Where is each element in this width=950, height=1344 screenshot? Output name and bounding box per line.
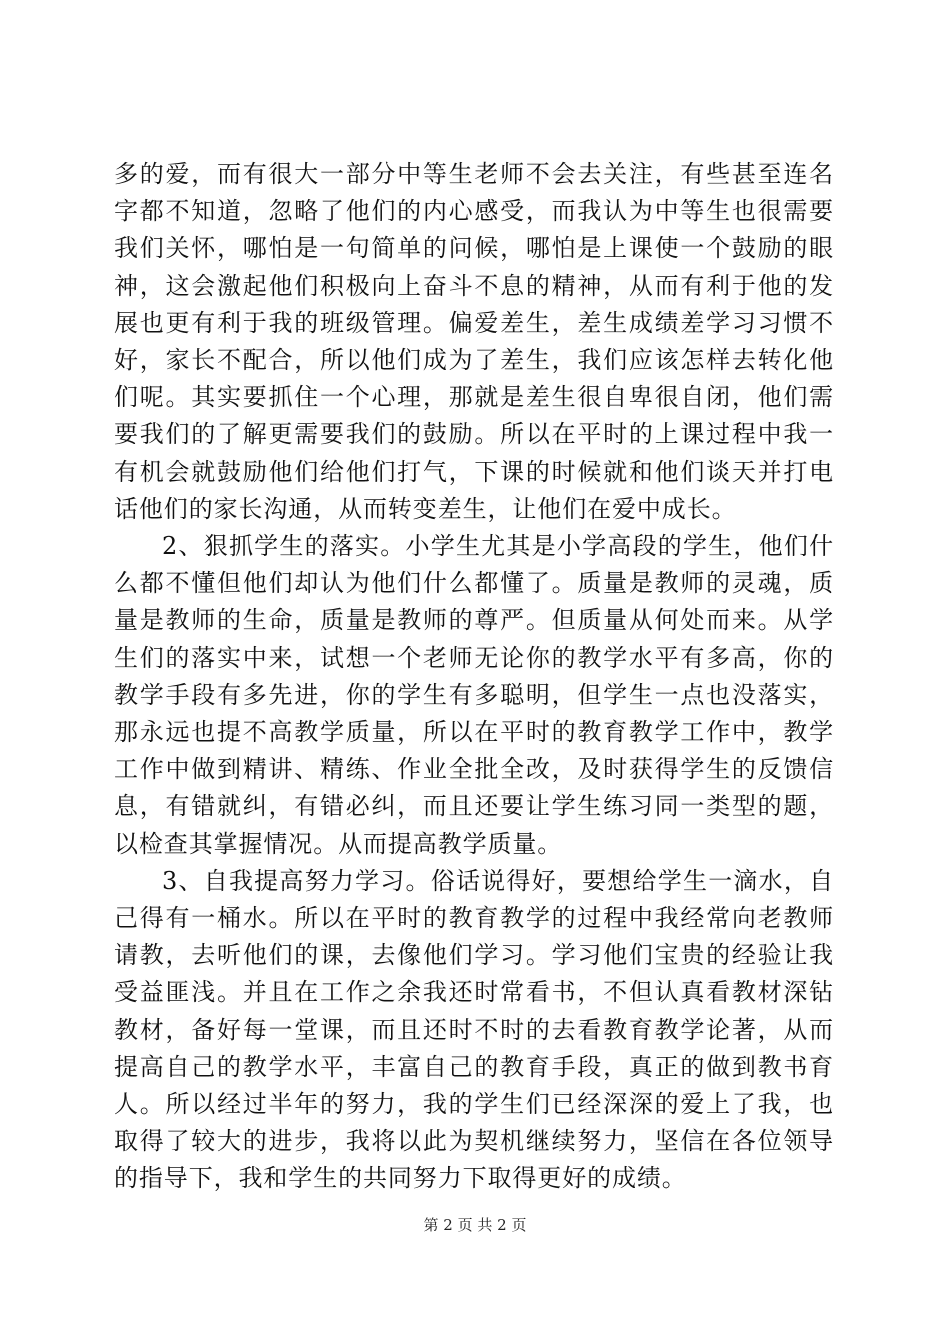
document-body: [114, 156, 834, 1198]
page-number-footer: 第 2 页 共 2 页: [423, 1216, 527, 1234]
paragraph-3: 3、自我提高努力学习。俗话说得好，要想给学生一滴水，自己得有一桶水。所以在平时的教育教学的过程中我经常向老教师请教，去听他们的课，去像他们学习。学习他们宝贵的经验让我受益匪浅。并且在工作之余我还时常看书，不但认真看教材深钻教材，备好每一堂课，而且还时不时的去看教育教学论著，从而提高自己的教学水平，丰富自己的教育手段，真正的做到教书育人。所以经过半年的努力，我的学生们已经深深的爱上了我，也取得了较大的进步，我将以此为契机继续努力，坚信在各位领导的指导下，我和学生的共同努力下取得更好的成绩。: [114, 866, 834, 1193]
paragraph-2: 2、狠抓学生的落实。小学生尤其是小学高段的学生，他们什么都不懂但他们却认为他们什么都懂了。质量是教师的灵魂，质量是教师的生命，质量是教师的尊严。但质量从何处而来。从学生们的落实中来，试想一个老师无论你的教学水平有多高，你的教学手段有多先进，你的学生有多聪明，但学生一点也没落实，那永远也提不高教学质量，所以在平时的教育教学工作中，教学工作中做到精讲、精练、作业全批全改，及时获得学生的反馈信息，有错就纠，有错必纠，而且还要让学生练习同一类型的题，以检查其掌握情况。从而提高教学质量。: [114, 532, 834, 858]
paragraph-continued: 多的爱，而有很大一部分中等生老师不会去关注，有些甚至连名字都不知道，忽略了他们的内心感受，而我认为中等生也很需要我们关怀，哪怕是一句简单的问候，哪怕是上课使一个鼓励的眼神，这会激起他们积极向上奋斗不息的精神，从而有利于他的发展也更有利于我的班级管理。偏爱差生，差生成绩差学习习惯不好，家长不配合，所以他们成为了差生，我们应该怎样去转化他们呢。其实要抓住一个心理，那就是差生很自卑很自闭，他们需要我们的了解更需要我们的鼓励。所以在平时的上课过程中我一有机会就鼓励他们给他们打气，下课的时候就和他们谈天并打电话他们的家长沟通，从而转变差生，让他们在爱中成长。: [114, 160, 834, 523]
